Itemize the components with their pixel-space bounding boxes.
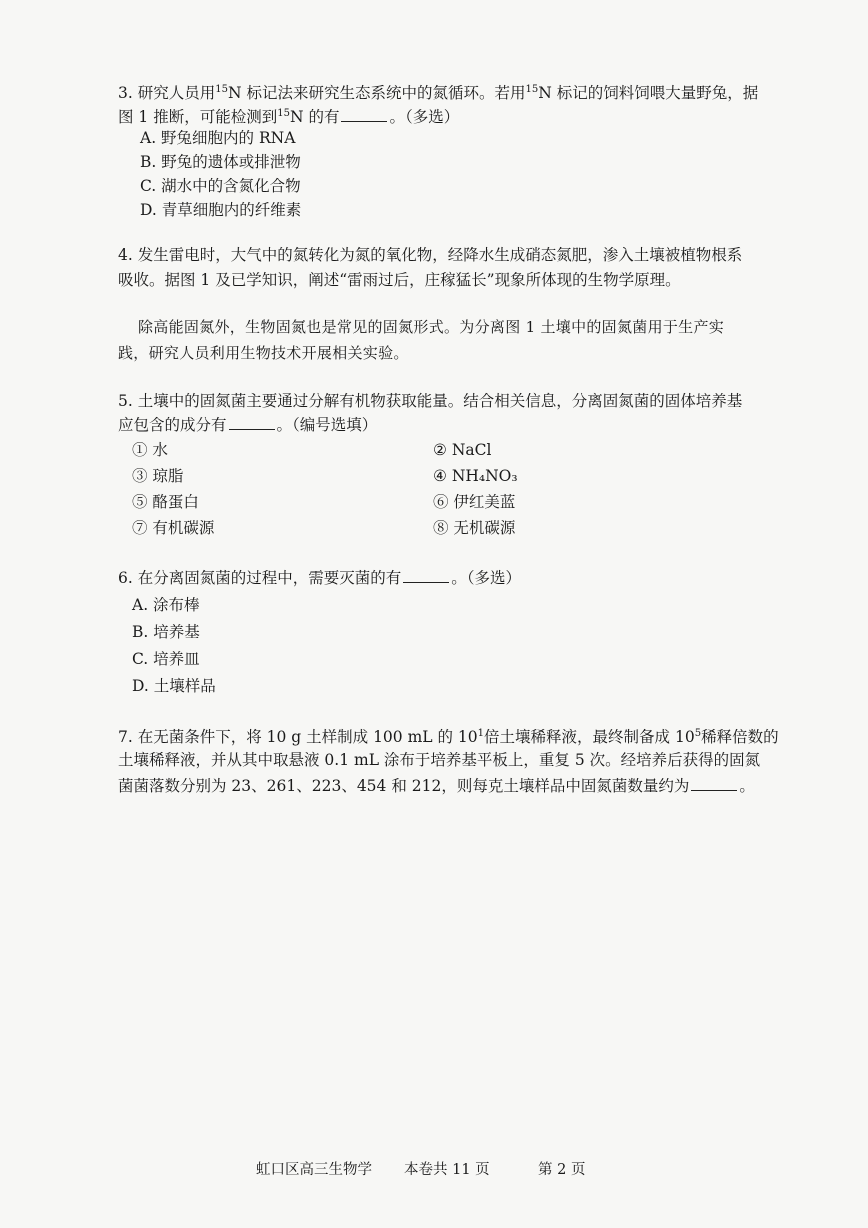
answer-blank[interactable] <box>691 774 737 791</box>
answer-blank[interactable] <box>341 105 387 122</box>
q3-line1: 3. 研究人员用$^{15}$N 标记法来研究生态系统中的氮循环。若用$^{15}$N 标记的饲料饲喂大量野兔，据 <box>118 84 759 103</box>
q6-option-d: D. 土壤样品 <box>132 677 216 695</box>
q3-line2: 图 1 推断，可能检测到$^{15}$N 的有 。（多选） <box>118 102 459 129</box>
q6-stem: 6. 在分离固氮菌的过程中，需要灭菌的有 。（多选） <box>118 566 521 590</box>
q5-option-1: ① 水 <box>132 441 168 459</box>
answer-blank[interactable] <box>229 413 275 430</box>
q5-option-8: ⑧ 无机碳源 <box>433 519 516 537</box>
q5-option-5: ⑤ 酪蛋白 <box>132 493 199 511</box>
q3-option-d: D. 青草细胞内的纤维素 <box>140 201 302 219</box>
q5-line2: 应包含的成分有 。（编号选填） <box>118 413 377 437</box>
q3-option-a: A. 野兔细胞内的 RNA <box>140 129 296 147</box>
q6-option-c: C. 培养皿 <box>132 650 200 668</box>
q4-line1: 4. 发生雷电时，大气中的氮转化为氮的氧化物，经降水生成硝态氮肥，渗入土壤被植物根系 <box>118 246 743 264</box>
q5-option-4: ④ NH₄NO₃ <box>433 467 518 485</box>
q5-option-2: ② NaCl <box>433 441 492 459</box>
q4-line2: 吸收。据图 1 及已学知识，阐述“雷雨过后，庄稼猛长”现象所体现的生物学原理。 <box>118 271 681 289</box>
q5-option-6: ⑥ 伊红美蓝 <box>433 493 516 511</box>
footer-total-pages: 本卷共 11 页 <box>404 1162 490 1178</box>
q7-line1: 7. 在无菌条件下，将 10 g 土样制成 100 mL 的 $10^1$倍土壤稀释液，最终制备成 $10^5$稀释倍数的 <box>118 728 779 747</box>
footer-page-number: 第 2 页 <box>538 1162 586 1178</box>
q5-option-3: ③ 琼脂 <box>132 467 184 485</box>
q3-option-c: C. 湖水中的含氮化合物 <box>140 177 301 195</box>
q3-option-b: B. 野兔的遗体或排泄物 <box>140 153 301 171</box>
intro-line2: 践，研究人员利用生物技术开展相关实验。 <box>118 344 409 362</box>
q5-line1: 5. 土壤中的固氮菌主要通过分解有机物获取能量。结合相关信息，分离固氮菌的固体培养基 <box>118 392 743 410</box>
q6-option-a: A. 涂布棒 <box>132 596 200 614</box>
intro-line1: 除高能固氮外，生物固氮也是常见的固氮形式。为分离图 1 土壤中的固氮菌用于生产实 <box>138 318 725 336</box>
q7-line2: 土壤稀释液，并从其中取悬液 0.1 mL 涂布于培养基平板上，重复 5 次。经培养后获得的固氮 <box>118 751 761 769</box>
q7-line3: 菌菌落数分别为 23、261、223、454 和 212，则每克土壤样品中固氮菌数量约为 。 <box>118 774 755 798</box>
q5-option-7: ⑦ 有机碳源 <box>132 519 215 537</box>
footer-school-subject: 虹口区高三生物学 <box>256 1162 372 1178</box>
q6-option-b: B. 培养基 <box>132 623 200 641</box>
answer-blank[interactable] <box>403 566 449 583</box>
